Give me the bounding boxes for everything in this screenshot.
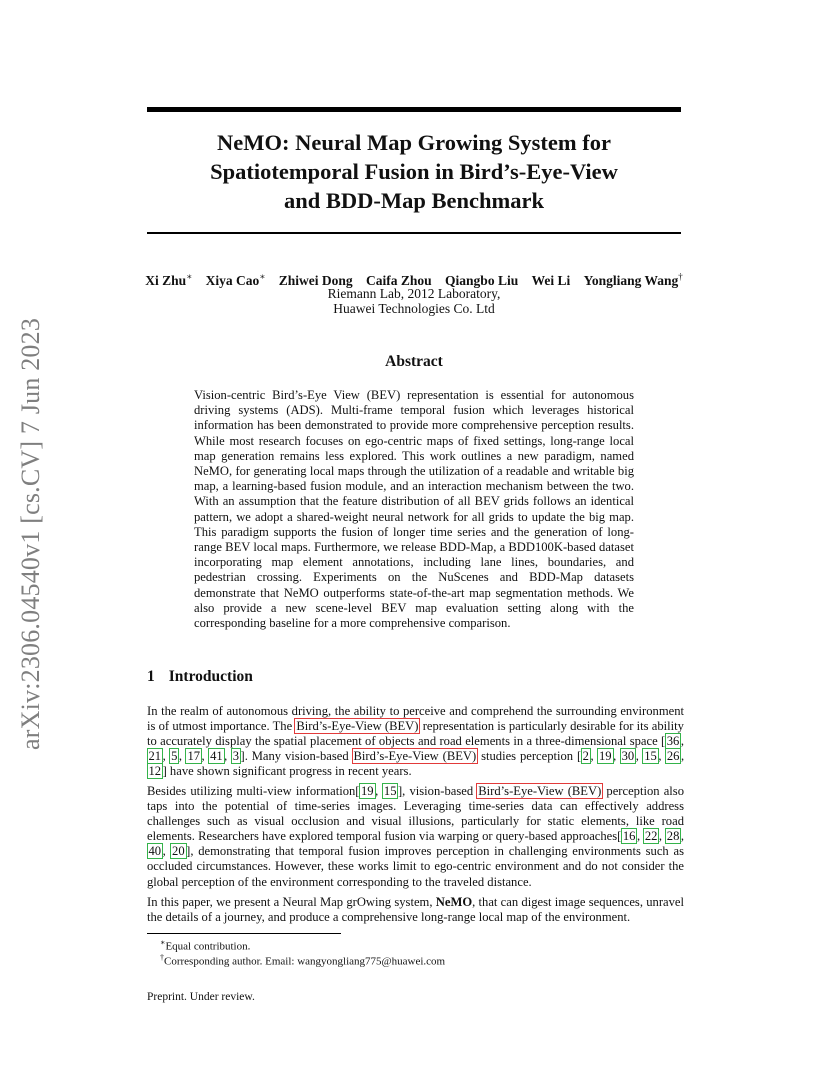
citation-link[interactable]: 19 (361, 784, 374, 798)
arxiv-identifier: arXiv:2306.04540v1 [cs.CV] 7 Jun 2023 (16, 317, 45, 750)
section-title: Introduction (168, 668, 253, 685)
footnote-rule (147, 933, 341, 934)
citation-link[interactable]: 3 (232, 749, 239, 764)
footnote: †Corresponding author. Email: wangyongliang775@huawei.com (160, 953, 446, 968)
acronym-link-bev[interactable]: Bird’s-Eye-View (BEV) (296, 719, 419, 734)
citation-link[interactable]: 41 (210, 749, 223, 764)
author: Xiya Cao∗ (205, 271, 266, 288)
citation-link[interactable]: 19 (599, 749, 612, 764)
affiliation-line: Riemann Lab, 2012 Laboratory, (327, 286, 501, 301)
citation-link[interactable]: 5 (171, 749, 178, 764)
citation-link[interactable]: 2 (582, 749, 589, 764)
citation-link[interactable]: 28 (666, 829, 680, 844)
title-line: NeMO: Neural Map Growing System for (217, 130, 611, 155)
citation-link[interactable]: 12 (148, 764, 162, 779)
author: Xi Zhu∗ (145, 271, 193, 288)
citation-link[interactable]: 36 (666, 734, 680, 749)
section-heading (147, 668, 253, 686)
citation-link[interactable]: 16 (622, 829, 636, 844)
citation-link[interactable]: 20 (172, 844, 185, 859)
abstract-heading: Abstract (385, 353, 443, 370)
system-name: NeMO (435, 895, 473, 909)
citation-link[interactable]: 40 (148, 844, 162, 859)
author: Yongliang Wang† (583, 271, 683, 288)
title-top-rule (147, 107, 681, 112)
intro-paragraph-1: In the realm of autonomous driving, the ability to perceive and comprehend the surrounding environment is of utmost importance. The Bird’s-Eye-View (BEV) representation is particularly desirable for its ability to accurately display the spatial placement of objects and road elements in a three-dimensional space [ 36 , 21 , 5 , 17 , 41 , 3 ]. Many vision-based Bird’s-Eye-View (BEV) studies perception [ 2 , 19 , 30 , 15 , 26 , 12 ] have shown significant progress in recent years. (147, 704, 685, 779)
citation-link[interactable]: 15 (383, 784, 397, 798)
citation-link[interactable]: 17 (187, 749, 201, 764)
author: Caifa Zhou (366, 272, 432, 288)
author: Zhiwei Dong (278, 272, 353, 288)
author: Wei Li (531, 272, 571, 288)
citation-link[interactable]: 21 (148, 749, 162, 764)
citation-link[interactable]: 30 (621, 749, 635, 764)
affiliation-line: Huawei Technologies Co. Ltd (333, 301, 495, 316)
intro-paragraph-3: In this paper, we present a Neural Map grOwing system, NeMO, that can digest image sequences, unravel the details of a journey, and produce a comprehensive long-range local map of the environment. (147, 895, 685, 925)
citation-link[interactable]: 15 (644, 749, 657, 764)
author: Qiangbo Liu (445, 272, 519, 288)
abstract-text: Vision-centric Bird’s-Eye View (BEV) representation is essential for autonomous driving systems (ADS). Multi-frame temporal fusion which leverages historical information has been demonstrated to provide more comprehensive perception results. While most research focuses on ego-centric maps of fixed settings, long-range local map generation remains less explored. This work outlines a new paradigm, named NeMO, for generating local maps through the utilization of a readable and writable big map, a learning-based fusion module, and an interaction mechanism between the two. With an assumption that the feature distribution of all BEV grids follows an identical pattern, we adopt a shared-weight neural network for all grids to update the big map. This paradigm supports the fusion of longer time series and the generation of long-range BEV local maps. Furthermore, we release BDD-Map, a BDD100K-based dataset incorporating map element annotations, including lane lines, boundaries, and pedestrian crossing. Experiments on the NuScenes and BDD-Map datasets demonstrate that NeMO outperforms state-of-the-art map segmentation methods. We also provide a new scene-level BEV map evaluation setting along with the corresponding baseline for a more comprehensive comparison. (194, 388, 634, 631)
citation-link[interactable]: 26 (666, 749, 680, 764)
footnote: ∗Equal contribution. (160, 938, 251, 953)
title-bottom-rule (147, 232, 681, 234)
title-line: and BDD-Map Benchmark (283, 188, 545, 213)
title-line: Spatiotemporal Fusion in Bird’s-Eye-View (210, 159, 618, 184)
acronym-link-bev[interactable]: Bird’s-Eye-View (BEV) (478, 784, 602, 798)
intro-paragraph-2: Besides utilizing multi-view information[ 19 , 15 ], vision-based Bird’s-Eye-View (BEV) perception also taps into the potential of time-series images. Leveraging time-series data can effectively address challenges such as visual occlusion and visual illusions, particularly for static elements, like road elements. Researchers have explored temporal fusion via warping or query-based approaches[ 16 , 22 , 28 , 40 , 20 ], demonstrating that temporal fusion improves perception in challenging environments such as occluded circumstances. However, these works limit to ego-centric environment and do not consider the global perception of the environment corresponding to the traveled distance. (147, 784, 685, 889)
paper-title (147, 128, 681, 215)
acronym-link-bev[interactable]: Bird’s-Eye-View (BEV) (353, 749, 477, 764)
section-number: 1 (147, 668, 155, 685)
preprint-note: Preprint. Under review. (147, 991, 255, 1003)
citation-link[interactable]: 22 (644, 829, 658, 844)
